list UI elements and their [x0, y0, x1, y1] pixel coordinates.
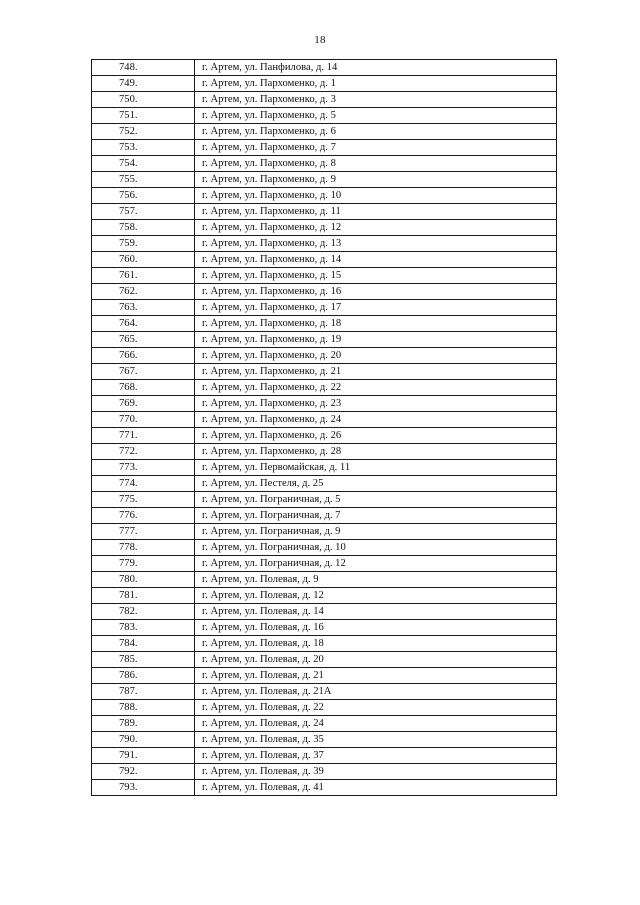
- row-number-cell: 755.: [92, 172, 195, 188]
- table-row: [92, 556, 557, 572]
- address-cell: г. Артем, ул. Первомайская, д. 11: [195, 460, 557, 476]
- row-number-cell: 761.: [92, 268, 195, 284]
- address-cell: г. Артем, ул. Полевая, д. 12: [195, 588, 557, 604]
- address-cell: г. Артем, ул. Пархоменко, д. 8: [195, 156, 557, 172]
- row-number-cell: 791.: [92, 748, 195, 764]
- table-row: [92, 748, 557, 764]
- address-table: [91, 59, 557, 796]
- table-row: [92, 300, 557, 316]
- address-cell: г. Артем, ул. Пархоменко, д. 24: [195, 412, 557, 428]
- row-number-cell: 748.: [92, 60, 195, 76]
- table-row: [92, 124, 557, 140]
- row-number-cell: 774.: [92, 476, 195, 492]
- row-number-cell: 763.: [92, 300, 195, 316]
- row-number-cell: 778.: [92, 540, 195, 556]
- address-cell: г. Артем, ул. Полевая, д. 37: [195, 748, 557, 764]
- row-number-cell: 780.: [92, 572, 195, 588]
- row-number-cell: 767.: [92, 364, 195, 380]
- address-cell: г. Артем, ул. Полевая, д. 21А: [195, 684, 557, 700]
- address-cell: г. Артем, ул. Пархоменко, д. 3: [195, 92, 557, 108]
- address-cell: г. Артем, ул. Полевая, д. 35: [195, 732, 557, 748]
- row-number-cell: 758.: [92, 220, 195, 236]
- row-number-cell: 770.: [92, 412, 195, 428]
- table-row: [92, 348, 557, 364]
- table-row: [92, 156, 557, 172]
- row-number-cell: 792.: [92, 764, 195, 780]
- row-number-cell: 790.: [92, 732, 195, 748]
- address-cell: г. Артем, ул. Пархоменко, д. 14: [195, 252, 557, 268]
- address-cell: г. Артем, ул. Полевая, д. 22: [195, 700, 557, 716]
- row-number-cell: 777.: [92, 524, 195, 540]
- row-number-cell: 787.: [92, 684, 195, 700]
- table-row: [92, 652, 557, 668]
- table-row: [92, 140, 557, 156]
- address-cell: г. Артем, ул. Пархоменко, д. 22: [195, 380, 557, 396]
- table-row: [92, 732, 557, 748]
- row-number-cell: 760.: [92, 252, 195, 268]
- address-cell: г. Артем, ул. Пархоменко, д. 16: [195, 284, 557, 300]
- row-number-cell: 749.: [92, 76, 195, 92]
- row-number-cell: 764.: [92, 316, 195, 332]
- row-number-cell: 762.: [92, 284, 195, 300]
- table-row: [92, 780, 557, 796]
- address-cell: г. Артем, ул. Панфилова, д. 14: [195, 60, 557, 76]
- address-cell: г. Артем, ул. Пархоменко, д. 21: [195, 364, 557, 380]
- address-cell: г. Артем, ул. Пархоменко, д. 19: [195, 332, 557, 348]
- row-number-cell: 784.: [92, 636, 195, 652]
- row-number-cell: 773.: [92, 460, 195, 476]
- address-cell: г. Артем, ул. Пархоменко, д. 6: [195, 124, 557, 140]
- address-cell: г. Артем, ул. Пархоменко, д. 13: [195, 236, 557, 252]
- address-cell: г. Артем, ул. Пархоменко, д. 12: [195, 220, 557, 236]
- table-row: [92, 412, 557, 428]
- address-cell: г. Артем, ул. Полевая, д. 39: [195, 764, 557, 780]
- address-cell: г. Артем, ул. Пограничная, д. 10: [195, 540, 557, 556]
- table-row: [92, 316, 557, 332]
- table-row: [92, 540, 557, 556]
- address-cell: г. Артем, ул. Пархоменко, д. 1: [195, 76, 557, 92]
- table-row: [92, 188, 557, 204]
- table-row: [92, 252, 557, 268]
- table-row: [92, 460, 557, 476]
- table-row: [92, 60, 557, 76]
- address-cell: г. Артем, ул. Полевая, д. 20: [195, 652, 557, 668]
- table-row: [92, 396, 557, 412]
- address-cell: г. Артем, ул. Пограничная, д. 12: [195, 556, 557, 572]
- table-row: [92, 92, 557, 108]
- row-number-cell: 757.: [92, 204, 195, 220]
- address-cell: г. Артем, ул. Пархоменко, д. 26: [195, 428, 557, 444]
- table-row: [92, 700, 557, 716]
- address-cell: г. Артем, ул. Пархоменко, д. 10: [195, 188, 557, 204]
- table-row: [92, 76, 557, 92]
- address-cell: г. Артем, ул. Пархоменко, д. 23: [195, 396, 557, 412]
- table-row: [92, 764, 557, 780]
- table-row: [92, 684, 557, 700]
- address-cell: г. Артем, ул. Пограничная, д. 9: [195, 524, 557, 540]
- row-number-cell: 776.: [92, 508, 195, 524]
- table-row: [92, 220, 557, 236]
- address-cell: г. Артем, ул. Пархоменко, д. 28: [195, 444, 557, 460]
- table-row: [92, 204, 557, 220]
- row-number-cell: 754.: [92, 156, 195, 172]
- table-row: [92, 444, 557, 460]
- table-row: [92, 620, 557, 636]
- row-number-cell: 781.: [92, 588, 195, 604]
- table-row: [92, 604, 557, 620]
- table-row: [92, 236, 557, 252]
- table-row: [92, 636, 557, 652]
- row-number-cell: 759.: [92, 236, 195, 252]
- address-cell: г. Артем, ул. Пархоменко, д. 5: [195, 108, 557, 124]
- address-cell: г. Артем, ул. Полевая, д. 16: [195, 620, 557, 636]
- row-number-cell: 769.: [92, 396, 195, 412]
- table-row: [92, 476, 557, 492]
- row-number-cell: 768.: [92, 380, 195, 396]
- row-number-cell: 766.: [92, 348, 195, 364]
- table-row: [92, 428, 557, 444]
- table-row: [92, 172, 557, 188]
- address-cell: г. Артем, ул. Полевая, д. 18: [195, 636, 557, 652]
- table-row: [92, 332, 557, 348]
- row-number-cell: 753.: [92, 140, 195, 156]
- page-number: 18: [314, 34, 326, 46]
- row-number-cell: 788.: [92, 700, 195, 716]
- address-cell: г. Артем, ул. Пограничная, д. 5: [195, 492, 557, 508]
- row-number-cell: 752.: [92, 124, 195, 140]
- table-row: [92, 508, 557, 524]
- table-row: [92, 268, 557, 284]
- row-number-cell: 751.: [92, 108, 195, 124]
- table-row: [92, 668, 557, 684]
- address-cell: г. Артем, ул. Пархоменко, д. 18: [195, 316, 557, 332]
- row-number-cell: 750.: [92, 92, 195, 108]
- table-row: [92, 364, 557, 380]
- address-cell: г. Артем, ул. Пестеля, д. 25: [195, 476, 557, 492]
- row-number-cell: 765.: [92, 332, 195, 348]
- row-number-cell: 775.: [92, 492, 195, 508]
- row-number-cell: 771.: [92, 428, 195, 444]
- address-cell: г. Артем, ул. Пархоменко, д. 17: [195, 300, 557, 316]
- row-number-cell: 772.: [92, 444, 195, 460]
- address-cell: г. Артем, ул. Пархоменко, д. 15: [195, 268, 557, 284]
- table-row: [92, 108, 557, 124]
- table-row: [92, 524, 557, 540]
- address-cell: г. Артем, ул. Полевая, д. 21: [195, 668, 557, 684]
- row-number-cell: 783.: [92, 620, 195, 636]
- address-cell: г. Артем, ул. Пархоменко, д. 7: [195, 140, 557, 156]
- row-number-cell: 786.: [92, 668, 195, 684]
- address-cell: г. Артем, ул. Пограничная, д. 7: [195, 508, 557, 524]
- table-row: [92, 588, 557, 604]
- row-number-cell: 779.: [92, 556, 195, 572]
- address-cell: г. Артем, ул. Полевая, д. 14: [195, 604, 557, 620]
- address-cell: г. Артем, ул. Полевая, д. 41: [195, 780, 557, 796]
- table-row: [92, 380, 557, 396]
- address-cell: г. Артем, ул. Пархоменко, д. 9: [195, 172, 557, 188]
- table-row: [92, 572, 557, 588]
- address-cell: г. Артем, ул. Полевая, д. 24: [195, 716, 557, 732]
- table-row: [92, 492, 557, 508]
- table-row: [92, 284, 557, 300]
- table-row: [92, 716, 557, 732]
- address-cell: г. Артем, ул. Пархоменко, д. 11: [195, 204, 557, 220]
- row-number-cell: 785.: [92, 652, 195, 668]
- row-number-cell: 756.: [92, 188, 195, 204]
- row-number-cell: 793.: [92, 780, 195, 796]
- row-number-cell: 789.: [92, 716, 195, 732]
- address-table-body: [92, 60, 557, 796]
- address-cell: г. Артем, ул. Полевая, д. 9: [195, 572, 557, 588]
- address-cell: г. Артем, ул. Пархоменко, д. 20: [195, 348, 557, 364]
- row-number-cell: 782.: [92, 604, 195, 620]
